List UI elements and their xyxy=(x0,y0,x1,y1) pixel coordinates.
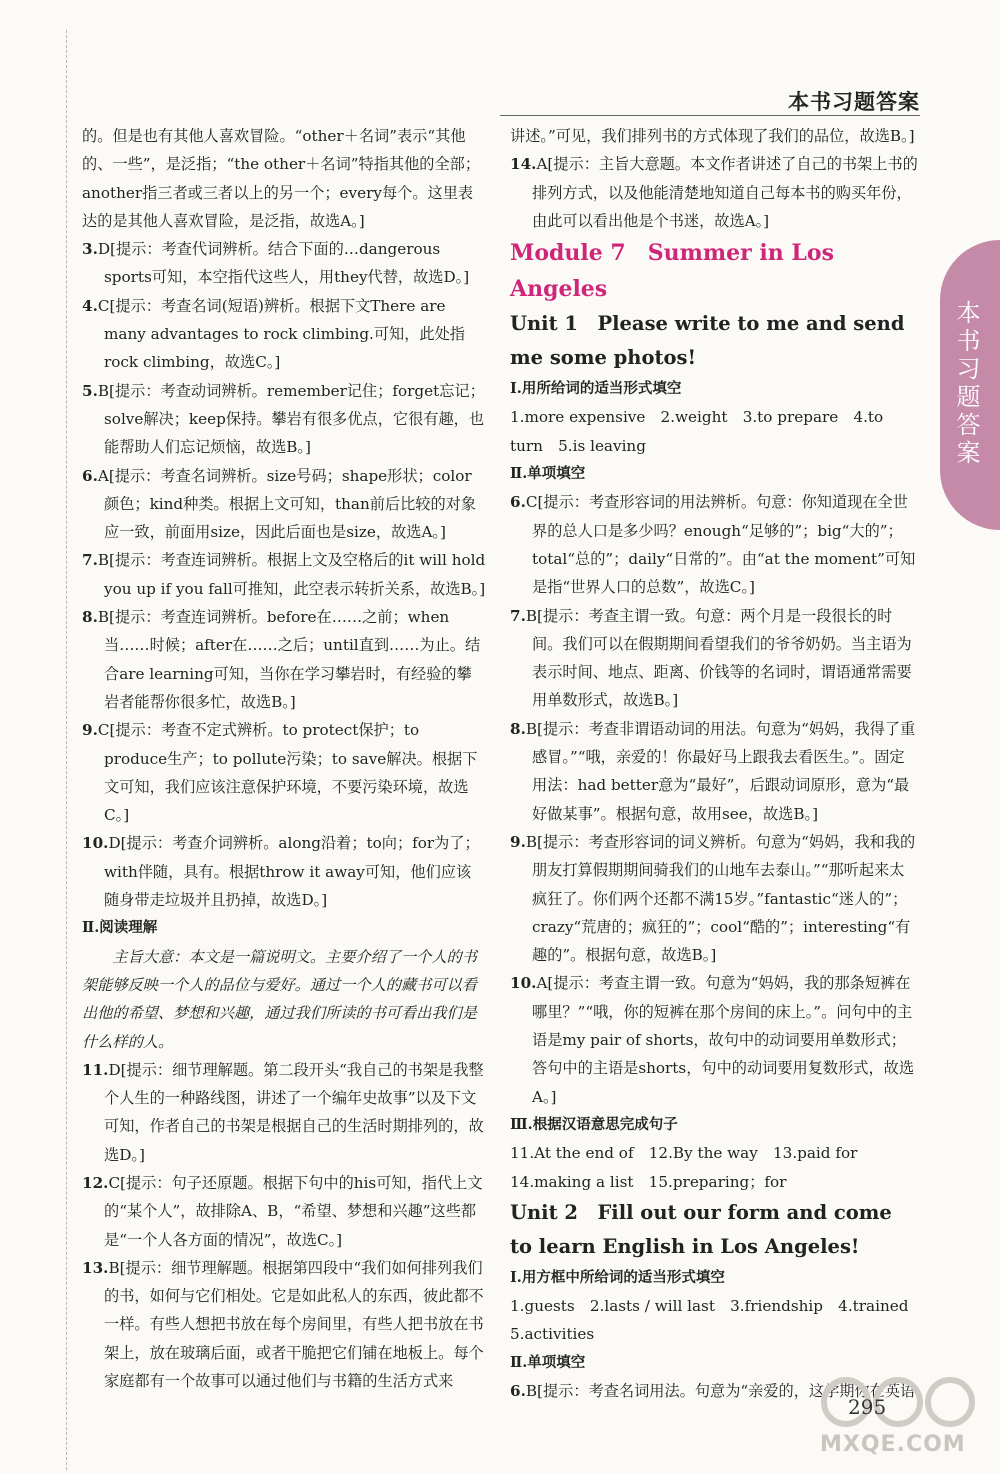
question-number: 6. xyxy=(510,1381,526,1400)
answer-item xyxy=(510,969,918,1110)
module-title: Module 7 Summer in Los Angeles xyxy=(510,240,834,303)
answer-item xyxy=(510,715,918,828)
question-number: 8. xyxy=(82,608,98,627)
right-column xyxy=(510,122,924,1405)
answer-item xyxy=(82,235,486,292)
answer-text: D[提示：细节理解题。第二段开头“我自己的书架是我整个人生的一种路线图，讲述了一个编年史故事”以及下文可知，作者自己的书架是根据自己的生活时期排列的，故选D。] xyxy=(104,1060,484,1164)
watermark-url: MXQE.COM xyxy=(820,1432,966,1457)
answer-text: 讲述。”可见，我们排列书的方式体现了我们的品位，故选B。] xyxy=(510,127,915,145)
answer-text: B[提示：考查名词用法。句意为“亲爱的，这学期你在英语 xyxy=(525,1381,916,1400)
answer-item xyxy=(82,462,486,547)
section-heading: Ⅰ.用所给词的适当形式填空 xyxy=(510,380,682,398)
answer-item xyxy=(82,377,486,462)
unit-title: Unit 2 Fill out our form and come to learn English in Los Angeles! xyxy=(510,1200,892,1258)
answer-text: 1.more expensive 2.weight 3.to prepare 4.to turn 5.is leaving xyxy=(510,408,884,455)
answer-item xyxy=(82,1254,486,1395)
answer-item xyxy=(82,829,486,914)
question-number: 13. xyxy=(82,1258,109,1277)
answer-text: C[提示：考查名词(短语)辨析。根据下文There are many advantages to rock climbing.可知，此处指rock climbing，故选C。] xyxy=(97,296,465,372)
answer-item xyxy=(82,546,486,603)
answer-text: B[提示：考查主谓一致。句意：两个月是一段很长的时间。我们可以在假期期间看望我们的爷爷奶奶。当主语为表示时间、地点、距离、价钱等的名词时，谓语通常需要用单数形式，故选B。] xyxy=(525,606,912,710)
answer-text: 的。但是也有其他人喜欢冒险。“other＋名词”表示“其他的、一些”，是泛指；“the other＋名词”特指其他的全部；another指三者或三者以上的另一个；every每个。这里表达的是其他人喜欢冒险，是泛指，故选A。] xyxy=(82,127,481,230)
section-heading: Ⅰ.用方框中所给词的适当形式填空 xyxy=(510,1268,725,1286)
answer-text: B[提示：考查动词辨析。remember记住；forget忘记；solve解决；keep保持。攀岩有很多优点，它很有趣，也能帮助人们忘记烦恼，故选B。] xyxy=(97,381,485,457)
answer-text: A[提示：考查主谓一致。句意为“妈妈，我的那条短裤在哪里？”“哦，你的短裤在那个房间的床上。”。问句中的主语是my pair of shorts，故句中的动词要用单数形式；答句中的主语是shorts，句中的动词要用复数形式，故选A。] xyxy=(532,974,915,1106)
answer-text: B[提示：考查连词辨析。before在……之前；when当……时候；after在……之后；until直到……为止。结合are learning可知，当你在学习攀岩时，有经验的攀岩者能帮你很多忙，故选B。] xyxy=(97,608,481,711)
section-heading: Ⅱ.单项填空 xyxy=(510,465,586,483)
answer-item xyxy=(510,150,918,235)
question-number: 11. xyxy=(82,1060,109,1079)
question-number: 6. xyxy=(82,466,98,485)
question-number: 9. xyxy=(82,721,98,740)
answer-text: 11.At the end of 12.By the way 13.paid for 14.making a list 15.preparing；for xyxy=(510,1144,873,1191)
binding-line xyxy=(66,30,67,1470)
answer-item xyxy=(82,1169,486,1254)
answer-item xyxy=(510,602,918,715)
watermark-logo xyxy=(818,1372,978,1432)
header-rule xyxy=(500,115,920,116)
answer-item xyxy=(82,716,486,829)
side-tab-label: 本书习题答案 xyxy=(952,300,980,468)
answer-text: B[提示：细节理解题。根据第四段中“我们如何排列我们的书，如何与它们相处。它是如此私人的东西，彼此都不一样。有些人想把书放在每个房间里，有些人把书放在书架上，放在玻璃后面，或者干脆把它们铺在地板上。每个家庭都有一个故事可以通过他们与书籍的生活方式来 xyxy=(104,1258,484,1391)
summary-paragraph: 主旨大意：本文是一篇说明文。主要介绍了一个人的书架能够反映一个人的品位与爱好。通过一个人的藏书可以看出他的希望、梦想和兴趣，通过我们所读的书可看出我们是什么样的人。 xyxy=(82,947,477,1051)
question-number: 12. xyxy=(82,1173,109,1192)
answer-text: A[提示：主旨大意题。本文作者讲述了自己的书架上书的排列方式，以及他能清楚地知道自己每本书的购买年份，由此可以看出他是个书迷，故选A。] xyxy=(532,155,918,230)
page-number: 295 xyxy=(848,1395,887,1419)
section-heading: Ⅲ.根据汉语意思完成句子 xyxy=(510,1115,678,1133)
question-number: 3. xyxy=(82,240,98,259)
answer-item xyxy=(82,603,486,716)
question-number: 14. xyxy=(510,155,537,174)
answer-item xyxy=(82,292,486,377)
answer-text: C[提示：考查形容词的用法辨析。句意：你知道现在全世界的总人口是多少吗？enough“足够的”；big“大的”；total“总的”；daily“日常的”。由“at the moment”可知是指“世界人口的总数”，故选C。] xyxy=(525,493,916,597)
question-number: 10. xyxy=(510,974,537,993)
answer-item xyxy=(510,828,918,969)
section-heading: Ⅱ.阅读理解 xyxy=(82,919,158,937)
question-number: 9. xyxy=(510,832,526,851)
answer-item xyxy=(82,1056,486,1169)
running-header: 本书习题答案 xyxy=(788,89,920,114)
answer-item xyxy=(510,488,918,601)
answer-text: 1.guests 2.lasts / will last 3.friendship 4.trained 5.activities xyxy=(510,1297,924,1344)
question-number: 8. xyxy=(510,719,526,738)
answer-text: D[提示：考查代词辨析。结合下面的…dangerous sports可知，本空指代这些人，用they代替，故选D。] xyxy=(97,240,470,287)
answer-text: A[提示：考查名词辨析。size号码；shape形状；color颜色；kind种类。根据上文可知，than前后比较的对象应一致，前面用size，因此后面也是size，故选A。] xyxy=(97,466,477,542)
answer-text: C[提示：句子还原题。根据下句中的his可知，指代上文的“某个人”，故排除A、B，“希望、梦想和兴趣”这些都是“一个人各方面的情况”，故选C。] xyxy=(104,1173,483,1249)
answer-text: B[提示：考查形容词的词义辨析。句意为“妈妈，我和我的朋友打算假期期间骑我们的山地车去泰山。”“那听起来太疯狂了。你们两个还都不满15岁。”fantastic“迷人的”；crazy“荒唐的；疯狂的”；cool“酷的”；interesting“有趣的”。根据句意，故选B。] xyxy=(525,832,916,965)
answer-text: D[提示：考查介词辨析。along沿着；to向；for为了；with伴随，具有。根据throw it away可知，他们应该随身带走垃圾并且扔掉，故选D。] xyxy=(104,834,480,910)
question-number: 5. xyxy=(82,381,98,400)
answer-text: B[提示：考查连词辨析。根据上文及空格后的it will hold you up if you fall可推知，此空表示转折关系，故选B。] xyxy=(97,551,486,598)
question-number: 4. xyxy=(82,296,98,315)
question-number: 10. xyxy=(82,834,109,853)
unit-title: Unit 1 Please write to me and send me some photos! xyxy=(510,312,905,370)
side-tab xyxy=(940,240,1000,530)
section-heading: Ⅱ.单项填空 xyxy=(510,1353,586,1371)
left-column xyxy=(82,122,486,1395)
question-number: 6. xyxy=(510,493,526,512)
question-number: 7. xyxy=(82,551,98,570)
answer-text: B[提示：考查非谓语动词的用法。句意为“妈妈，我得了重感冒。”“哦，亲爱的！你最好马上跟我去看医生。”。固定用法：had better意为“最好”，后跟动词原形，意为“最好做某事”。根据句意，故用see，故选B。] xyxy=(525,719,916,823)
answer-text: C[提示：考查不定式辨析。to protect保护；to produce生产；to pollute污染；to save解决。根据下文可知，我们应该注意保护环境，不要污染环境，故选C。] xyxy=(97,721,478,825)
question-number: 7. xyxy=(510,606,526,625)
